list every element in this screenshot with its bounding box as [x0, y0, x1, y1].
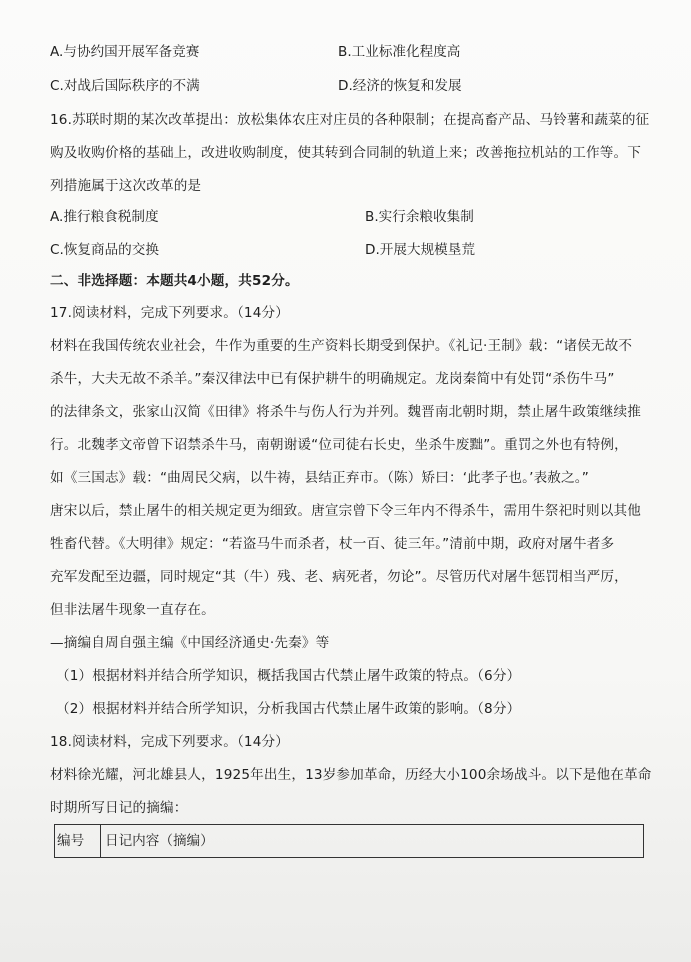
q16-option-a: A.推行粮食税制度 — [50, 209, 159, 225]
q16-stem-line-3: 列措施属于这次改革的是 — [50, 178, 202, 194]
q16-stem-line-1: 16.苏联时期的某次改革提出：放松集体农庄对庄员的各种限制；在提高畜产品、马铃薯和蔬菜的征 — [50, 112, 650, 128]
q16-option-b: B.实行余粮收集制 — [365, 209, 474, 225]
q17-material-line-7: 牲畜代替。《大明律》规定：“若盗马牛而杀者，杖一百、徒三年。”清前中期，政府对屠牛者多 — [50, 536, 615, 552]
section-heading: 二、非选择题：本题共4小题，共52分。 — [50, 273, 299, 289]
q15-option-d: D.经济的恢复和发展 — [338, 78, 462, 94]
q18-title: 18.阅读材料，完成下列要求。（14分） — [50, 734, 290, 750]
q17-subquestion-2: （2）根据材料并结合所学知识，分析我国古代禁止屠牛政策的影响。（8分） — [56, 701, 521, 717]
table-header-content: 日记内容（摘编） — [105, 833, 214, 849]
q17-title: 17.阅读材料，完成下列要求。（14分） — [50, 305, 290, 321]
q18-material-line-2: 时期所写日记的摘编： — [50, 800, 188, 816]
q15-option-a: A.与协约国开展军备竞赛 — [50, 44, 200, 60]
q15-option-c: C.对战后国际秩序的不满 — [50, 78, 200, 94]
q16-option-d: D.开展大规模垦荒 — [365, 242, 475, 258]
q16-option-c: C.恢复商品的交换 — [50, 242, 159, 258]
q17-material-line-5: 如《三国志》载：“曲周民父病，以牛祷，县结正弃市。（陈）矫曰：‘此孝子也。’表赦之。” — [50, 470, 589, 486]
q17-material-line-8: 充军发配至边疆，同时规定“其（牛）残、老、病死者，勿论”。尽管历代对屠牛惩罚相当严厉， — [50, 569, 628, 585]
q17-material-line-9: 但非法屠牛现象一直存在。 — [50, 602, 215, 618]
q17-material-line-1: 材料在我国传统农业社会，牛作为重要的生产资料长期受到保护。《礼记·王制》载：“诸侯无故不 — [50, 338, 633, 354]
q17-subquestion-1: （1）根据材料并结合所学知识，概括我国古代禁止屠牛政策的特点。（6分） — [56, 668, 521, 684]
table-header-number: 编号 — [57, 833, 85, 849]
q17-material-line-2: 杀牛，大夫无故不杀羊。”秦汉律法中已有保护耕牛的明确规定。龙岗秦简中有处罚“杀伤牛马” — [50, 371, 615, 387]
q17-source: —摘编自周自强主编《中国经济通史·先秦》等 — [50, 635, 330, 651]
q17-material-line-6: 唐宋以后，禁止屠牛的相关规定更为细致。唐宣宗曾下令三年内不得杀牛，需用牛祭祀时则以其他 — [50, 503, 641, 519]
q17-material-line-4: 行。北魏孝文帝曾下诏禁杀牛马，南朝谢谖“位司徒右长史，坐杀牛废黜”。重罚之外也有特例， — [50, 437, 628, 453]
q17-material-line-3: 的法律条文，张家山汉简《田律》将杀牛与伤人行为并列。魏晋南北朝时期，禁止屠牛政策继续推 — [50, 404, 641, 420]
q15-option-b: B.工业标准化程度高 — [338, 44, 461, 60]
q18-material-line-1: 材料徐光耀，河北雄县人，1925年出生，13岁参加革命，历经大小100余场战斗。以下是他在革命 — [50, 767, 652, 783]
diary-table — [54, 824, 644, 858]
q16-stem-line-2: 购及收购价格的基础上，改进收购制度，使其转到合同制的轨道上来；改善拖拉机站的工作等。下 — [50, 145, 641, 161]
